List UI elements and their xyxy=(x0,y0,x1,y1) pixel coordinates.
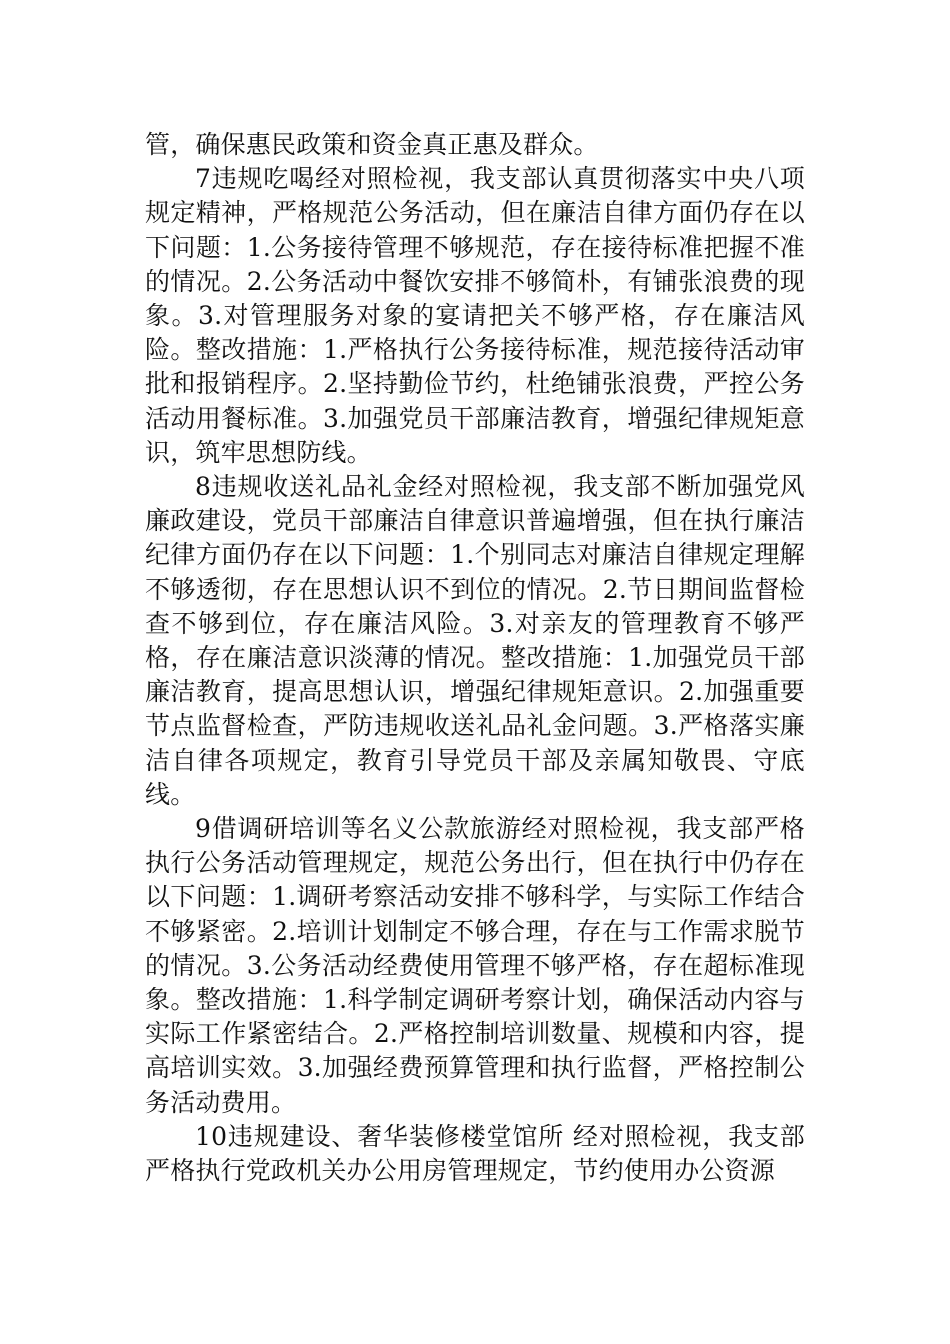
paragraph-3: 8违规收送礼品礼金经对照检视，我支部不断加强党风廉政建设，党员干部廉洁自律意识普遍增强，但在执行廉洁纪律方面仍存在以下问题：1.个别同志对廉洁自律规定理解不够透彻，存在思想认识不到位的情况。2.节日期间监督检查不够到位，存在廉洁风险。3.对亲友的管理教育不够严格，存在廉洁意识淡薄的情况。整改措施：1.加强党员干部廉洁教育，提高思想认识，增强纪律规矩意识。2.加强重要节点监督检查，严防违规收送礼品礼金问题。3.严格落实廉洁自律各项规定，教育引导党员干部及亲属知敬畏、守底线。 xyxy=(145,472,805,809)
paragraph-4: 9借调研培训等名义公款旅游经对照检视，我支部严格执行公务活动管理规定，规范公务出行，但在执行中仍存在以下问题：1.调研考察活动安排不够科学，与实际工作结合不够紧密。2.培训计划制定不够合理，存在与工作需求脱节的情况。3.公务活动经费使用管理不够严格，存在超标准现象。整改措施：1.科学制定调研考察计划，确保活动内容与实际工作紧密结合。2.严格控制培训数量、规模和内容，提高培训实效。3.加强经费预算管理和执行监督，严格控制公务活动费用。 xyxy=(145,814,805,1117)
document-body xyxy=(145,128,805,1188)
paragraph-2: 7违规吃喝经对照检视，我支部认真贯彻落实中央八项规定精神，严格规范公务活动，但在廉洁自律方面仍存在以下问题：1.公务接待管理不够规范，存在接待标准把握不准的情况。2.公务活动中餐饮安排不够简朴，有铺张浪费的现象。3.对管理服务对象的宴请把关不够严格，存在廉洁风险。整改措施：1.严格执行公务接待标准，规范接待活动审批和报销程序。2.坚持勤俭节约，杜绝铺张浪费，严控公务活动用餐标准。3.加强党员干部廉洁教育，增强纪律规矩意识，筑牢思想防线。 xyxy=(145,164,805,467)
paragraph-1: 管，确保惠民政策和资金真正惠及群众。 xyxy=(145,130,599,159)
paragraph-5: 10违规建设、奢华装修楼堂馆所 经对照检视，我支部严格执行党政机关办公用房管理规定，节约使用办公资源 xyxy=(145,1121,805,1186)
